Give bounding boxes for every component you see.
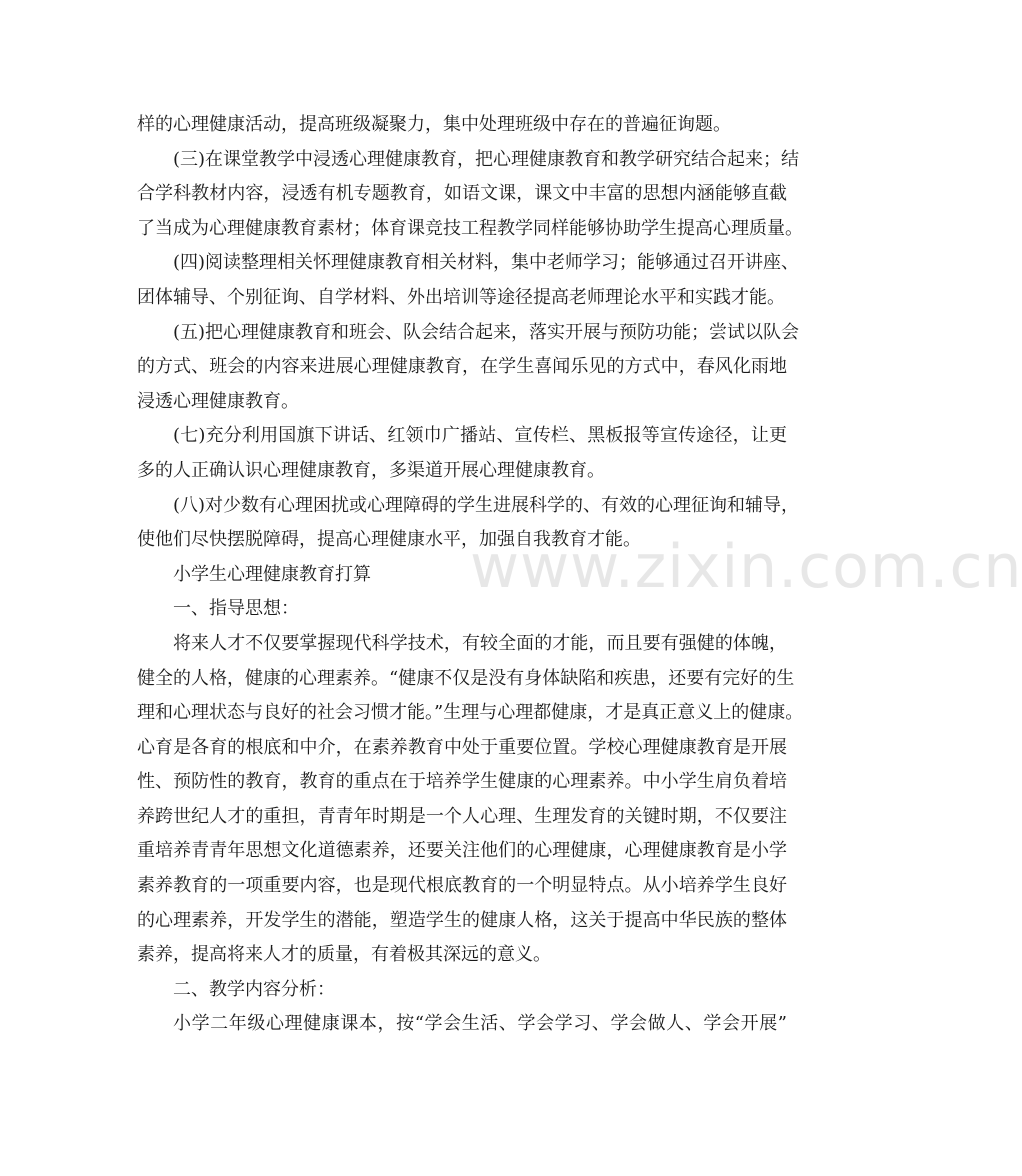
- watermark-text: www.zixin.com.cn: [470, 532, 1022, 602]
- text-line: 性、预防性的教育，教育的重点在于培养学生健康的心理素养。中小学生肩负着培: [137, 771, 787, 793]
- text-line: 使他们尽快摆脱障碍，提高心理健康水平，加强自我教育才能。: [137, 529, 641, 551]
- text-line: 了当成为心理健康教育素材；体育课竞技工程教学同样能够协助学生提高心理质量。: [137, 217, 803, 239]
- text-line: 健全的人格，健康的心理素养。“健康不仅是没有身体缺陷和疾患，还要有完好的生: [137, 667, 795, 689]
- text-line: (三)在课堂教学中浸透心理健康教育，把心理健康教育和教学研究结合起来；结: [173, 148, 800, 170]
- text-line: 心育是各育的根底和中介，在素养教育中处于重要位置。学校心理健康教育是开展: [137, 736, 787, 758]
- text-line: 小学生心理健康教育打算: [173, 563, 371, 585]
- text-line: 浸透心理健康教育。: [137, 390, 299, 412]
- text-line: (七)充分利用国旗下讲话、红领巾广播站、宣传栏、黑板报等宣传途径，让更: [173, 425, 787, 447]
- text-line: 的方式、班会的内容来进展心理健康教育，在学生喜闻乐见的方式中，春风化雨地: [137, 356, 787, 378]
- text-line: 合学科教材内容，浸透有机专题教育，如语文课，课文中丰富的思想内涵能够直截: [137, 183, 787, 205]
- text-line: 重培养青青年思想文化道德素养，还要关注他们的心理健康，心理健康教育是小学: [137, 840, 787, 862]
- text-line: 样的心理健康活动，提高班级凝聚力，集中处理班级中存在的普遍征询题。: [137, 114, 731, 135]
- text-line: 二、教学内容分析：: [173, 978, 335, 1000]
- text-line: 多的人正确认识心理健康教育，多渠道开展心理健康教育。: [137, 459, 605, 481]
- text-line: 素养教育的一项重要内容，也是现代根底教育的一个明显特点。从小培养学生良好: [137, 875, 787, 897]
- text-line: 素养，提高将来人才的质量，有着极其深远的意义。: [137, 944, 551, 966]
- text-line: 团体辅导、个别征询、自学材料、外出培训等途径提高老师理论水平和实践才能。: [137, 286, 785, 308]
- text-line: 小学二年级心理健康课本，按“学会生活、学会学习、学会做人、学会开展”: [173, 1013, 787, 1035]
- text-line: (四)阅读整理相关怀理健康教育相关材料，集中老师学习；能够通过召开讲座、: [173, 252, 800, 274]
- text-line: 理和心理状态与良好的社会习惯才能。”生理与心理都健康，才是真正意义上的健康。: [137, 702, 804, 724]
- text-line: 一、指导思想：: [173, 598, 299, 620]
- text-line: (五)把心理健康教育和班会、队会结合起来，落实开展与预防功能；尝试以队会: [173, 321, 800, 343]
- text-line: (八)对少数有心理困扰或心理障碍的学生进展科学的、有效的心理征询和辅导，: [173, 494, 800, 516]
- text-line: 的心理素养，开发学生的潜能，塑造学生的健康人格，这关于提高中华民族的整体: [137, 909, 787, 931]
- text-line: 养跨世纪人才的重担，青青年时期是一个人心理、生理发育的关键时期，不仅要注: [137, 805, 787, 827]
- text-line: 将来人才不仅要掌握现代科学技术，有较全面的才能，而且要有强健的体魄，: [173, 632, 787, 654]
